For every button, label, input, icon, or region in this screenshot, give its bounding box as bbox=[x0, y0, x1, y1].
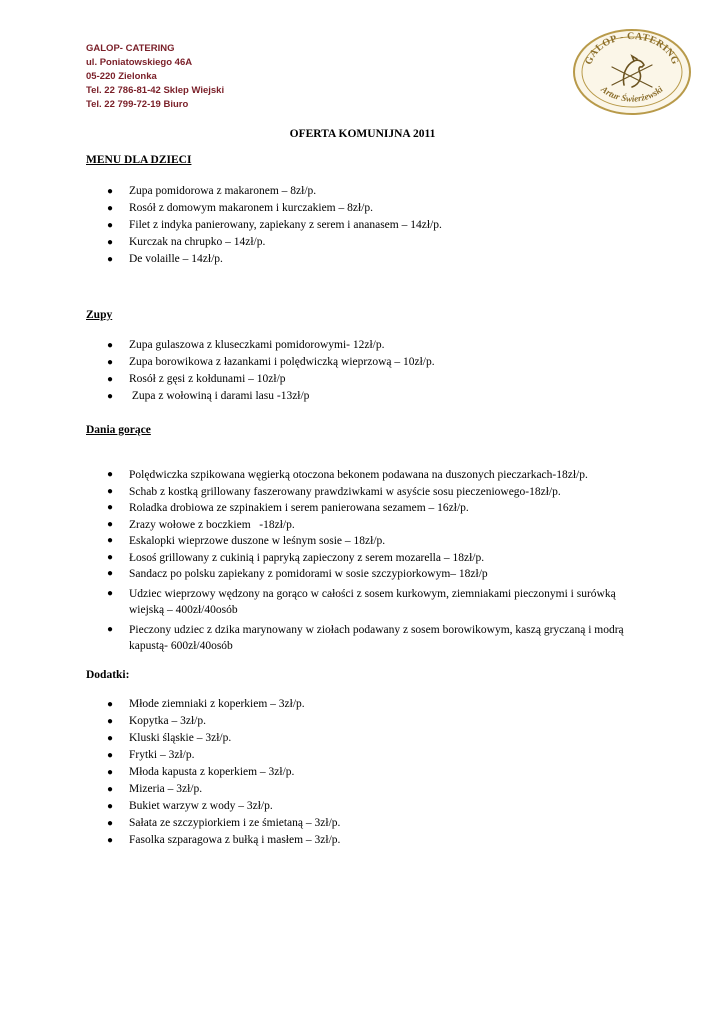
bullet-icon: ● bbox=[107, 535, 114, 546]
bullet-icon: ● bbox=[107, 784, 114, 795]
list-item: ● De volaille – 14zł/p. bbox=[105, 251, 635, 268]
bullet-icon: ● bbox=[107, 835, 114, 846]
list-item: ● Roladka drobiowa ze szpinakiem i serem panierowana sezamem – 16zł/p. bbox=[105, 500, 630, 517]
logo-bottom-text: Artur Świerżewski bbox=[599, 84, 665, 104]
list-item: ● Kopytka – 3zł/p. bbox=[105, 713, 635, 730]
bullet-icon: ● bbox=[107, 733, 114, 744]
list-item: ● Rosół z domowym makaronem i kurczakiem – 8zł/p. bbox=[105, 200, 635, 217]
list-item: ● Zupa z wołowiną i darami lasu -13zł/p bbox=[105, 388, 635, 405]
bullet-icon: ● bbox=[107, 623, 114, 635]
bullet-icon: ● bbox=[107, 587, 114, 599]
bullet-icon: ● bbox=[107, 237, 114, 248]
page-title: OFERTA KOMUNIJNA 2011 bbox=[289, 128, 436, 140]
list-item: ● Schab z kostką grillowany faszerowany prawdziwkami w asyście sosu pieczeniowego-18zł/p. bbox=[105, 484, 630, 501]
list-item: ● Fasolka szparagowa z bułką i masłem – 3zł/p. bbox=[105, 832, 635, 849]
list-item: ● Bukiet warzyw z wody – 3zł/p. bbox=[105, 798, 635, 815]
list-item: ● Sandacz po polsku zapiekany z pomidorami w sosie szczypiorkowym– 18zł/p bbox=[105, 566, 630, 583]
bullet-icon: ● bbox=[107, 502, 114, 513]
company-name: GALOP- CATERING bbox=[86, 43, 175, 54]
list-item: ● Łosoś grillowany z cukinią i papryką zapieczony z serem mozarella – 18zł/p. bbox=[105, 550, 630, 567]
section-heading-sides: Dodatki: bbox=[86, 669, 130, 681]
company-header bbox=[86, 42, 224, 112]
bullet-icon: ● bbox=[107, 391, 114, 402]
bullet-icon: ● bbox=[107, 551, 114, 563]
bullet-icon: ● bbox=[107, 750, 114, 761]
bullet-icon: ● bbox=[107, 818, 114, 829]
company-city: 05-220 Zielonka bbox=[86, 71, 157, 82]
section-heading-hot-dishes: Dania gorące bbox=[86, 424, 151, 436]
bullet-icon: ● bbox=[107, 186, 114, 197]
bullet-icon: ● bbox=[107, 357, 114, 368]
soups-menu-list bbox=[105, 337, 635, 405]
bullet-icon: ● bbox=[107, 716, 114, 727]
list-item: ● Kurczak na chrupko – 14zł/p. bbox=[105, 234, 635, 251]
bullet-icon: ● bbox=[107, 568, 114, 579]
list-item: ● Eskalopki wieprzowe duszone w leśnym sosie – 18zł/p. bbox=[105, 533, 630, 550]
bullet-icon: ● bbox=[107, 374, 114, 385]
list-item: ● Zrazy wołowe z boczkiem -18zł/p. bbox=[105, 517, 630, 534]
list-item: ● Młode ziemniaki z koperkiem – 3zł/p. bbox=[105, 696, 635, 713]
bullet-icon: ● bbox=[107, 203, 114, 214]
section-heading-soups: Zupy bbox=[86, 309, 113, 321]
bullet-icon: ● bbox=[107, 254, 114, 265]
list-item: ● Zupa pomidorowa z makaronem – 8zł/p. bbox=[105, 183, 635, 200]
list-item: ● Sałata ze szczypiorkiem i ze śmietaną – 3zł/p. bbox=[105, 815, 635, 832]
hot-dishes-menu-list bbox=[105, 467, 630, 655]
list-item: ● Udziec wieprzowy wędzony na gorąco w całości z sosem kurkowym, ziemniakami pieczonymi i surówką wiejską – 400zł/40osób bbox=[107, 587, 616, 616]
bullet-icon: ● bbox=[107, 699, 114, 710]
list-item: ● Polędwiczka szpikowana węgierką otoczona bekonem podawana na duszonych pieczarkach-18zł/p. bbox=[105, 467, 630, 484]
bullet-icon: ● bbox=[107, 801, 114, 812]
company-address: ul. Poniatowskiego 46A bbox=[86, 57, 193, 68]
list-item: ● Zupa gulaszowa z kluseczkami pomidorowymi- 12zł/p. bbox=[105, 337, 635, 354]
sides-menu-list bbox=[105, 696, 635, 849]
bullet-icon: ● bbox=[107, 469, 114, 480]
bullet-icon: ● bbox=[107, 340, 114, 351]
bullet-icon: ● bbox=[107, 485, 114, 497]
list-item: ● Frytki – 3zł/p. bbox=[105, 747, 635, 764]
galop-catering-logo bbox=[572, 25, 692, 115]
bullet-icon: ● bbox=[107, 518, 114, 530]
logo-top-text: GALOP - CATERING bbox=[583, 30, 681, 67]
list-item: ● Zupa borowikowa z łazankami i polędwiczką wieprzową – 10zł/p. bbox=[105, 354, 635, 371]
list-item: ● Filet z indyka panierowany, zapiekany z serem i ananasem – 14zł/p. bbox=[105, 217, 635, 234]
list-item: ● Rosół z gęsi z kołdunami – 10zł/p bbox=[105, 371, 635, 388]
list-item: ● Pieczony udziec z dzika marynowany w ziołach podawany z sosem borowikowym, kaszą gryczaną i modrą kapustą- 600zł/40osób bbox=[107, 623, 624, 652]
company-phone-office: Tel. 22 799-72-19 Biuro bbox=[86, 99, 189, 110]
list-item: ● Młoda kapusta z koperkiem – 3zł/p. bbox=[105, 764, 635, 781]
list-item: ● Mizeria – 3zł/p. bbox=[105, 781, 635, 798]
bullet-icon: ● bbox=[107, 767, 114, 778]
company-phone-shop: Tel. 22 786-81-42 Sklep Wiejski bbox=[86, 85, 225, 96]
section-heading-kids: MENU DLA DZIECI bbox=[86, 154, 192, 166]
list-item: ● Kluski śląskie – 3zł/p. bbox=[105, 730, 635, 747]
bullet-icon: ● bbox=[107, 220, 114, 231]
kids-menu-list bbox=[105, 183, 635, 268]
